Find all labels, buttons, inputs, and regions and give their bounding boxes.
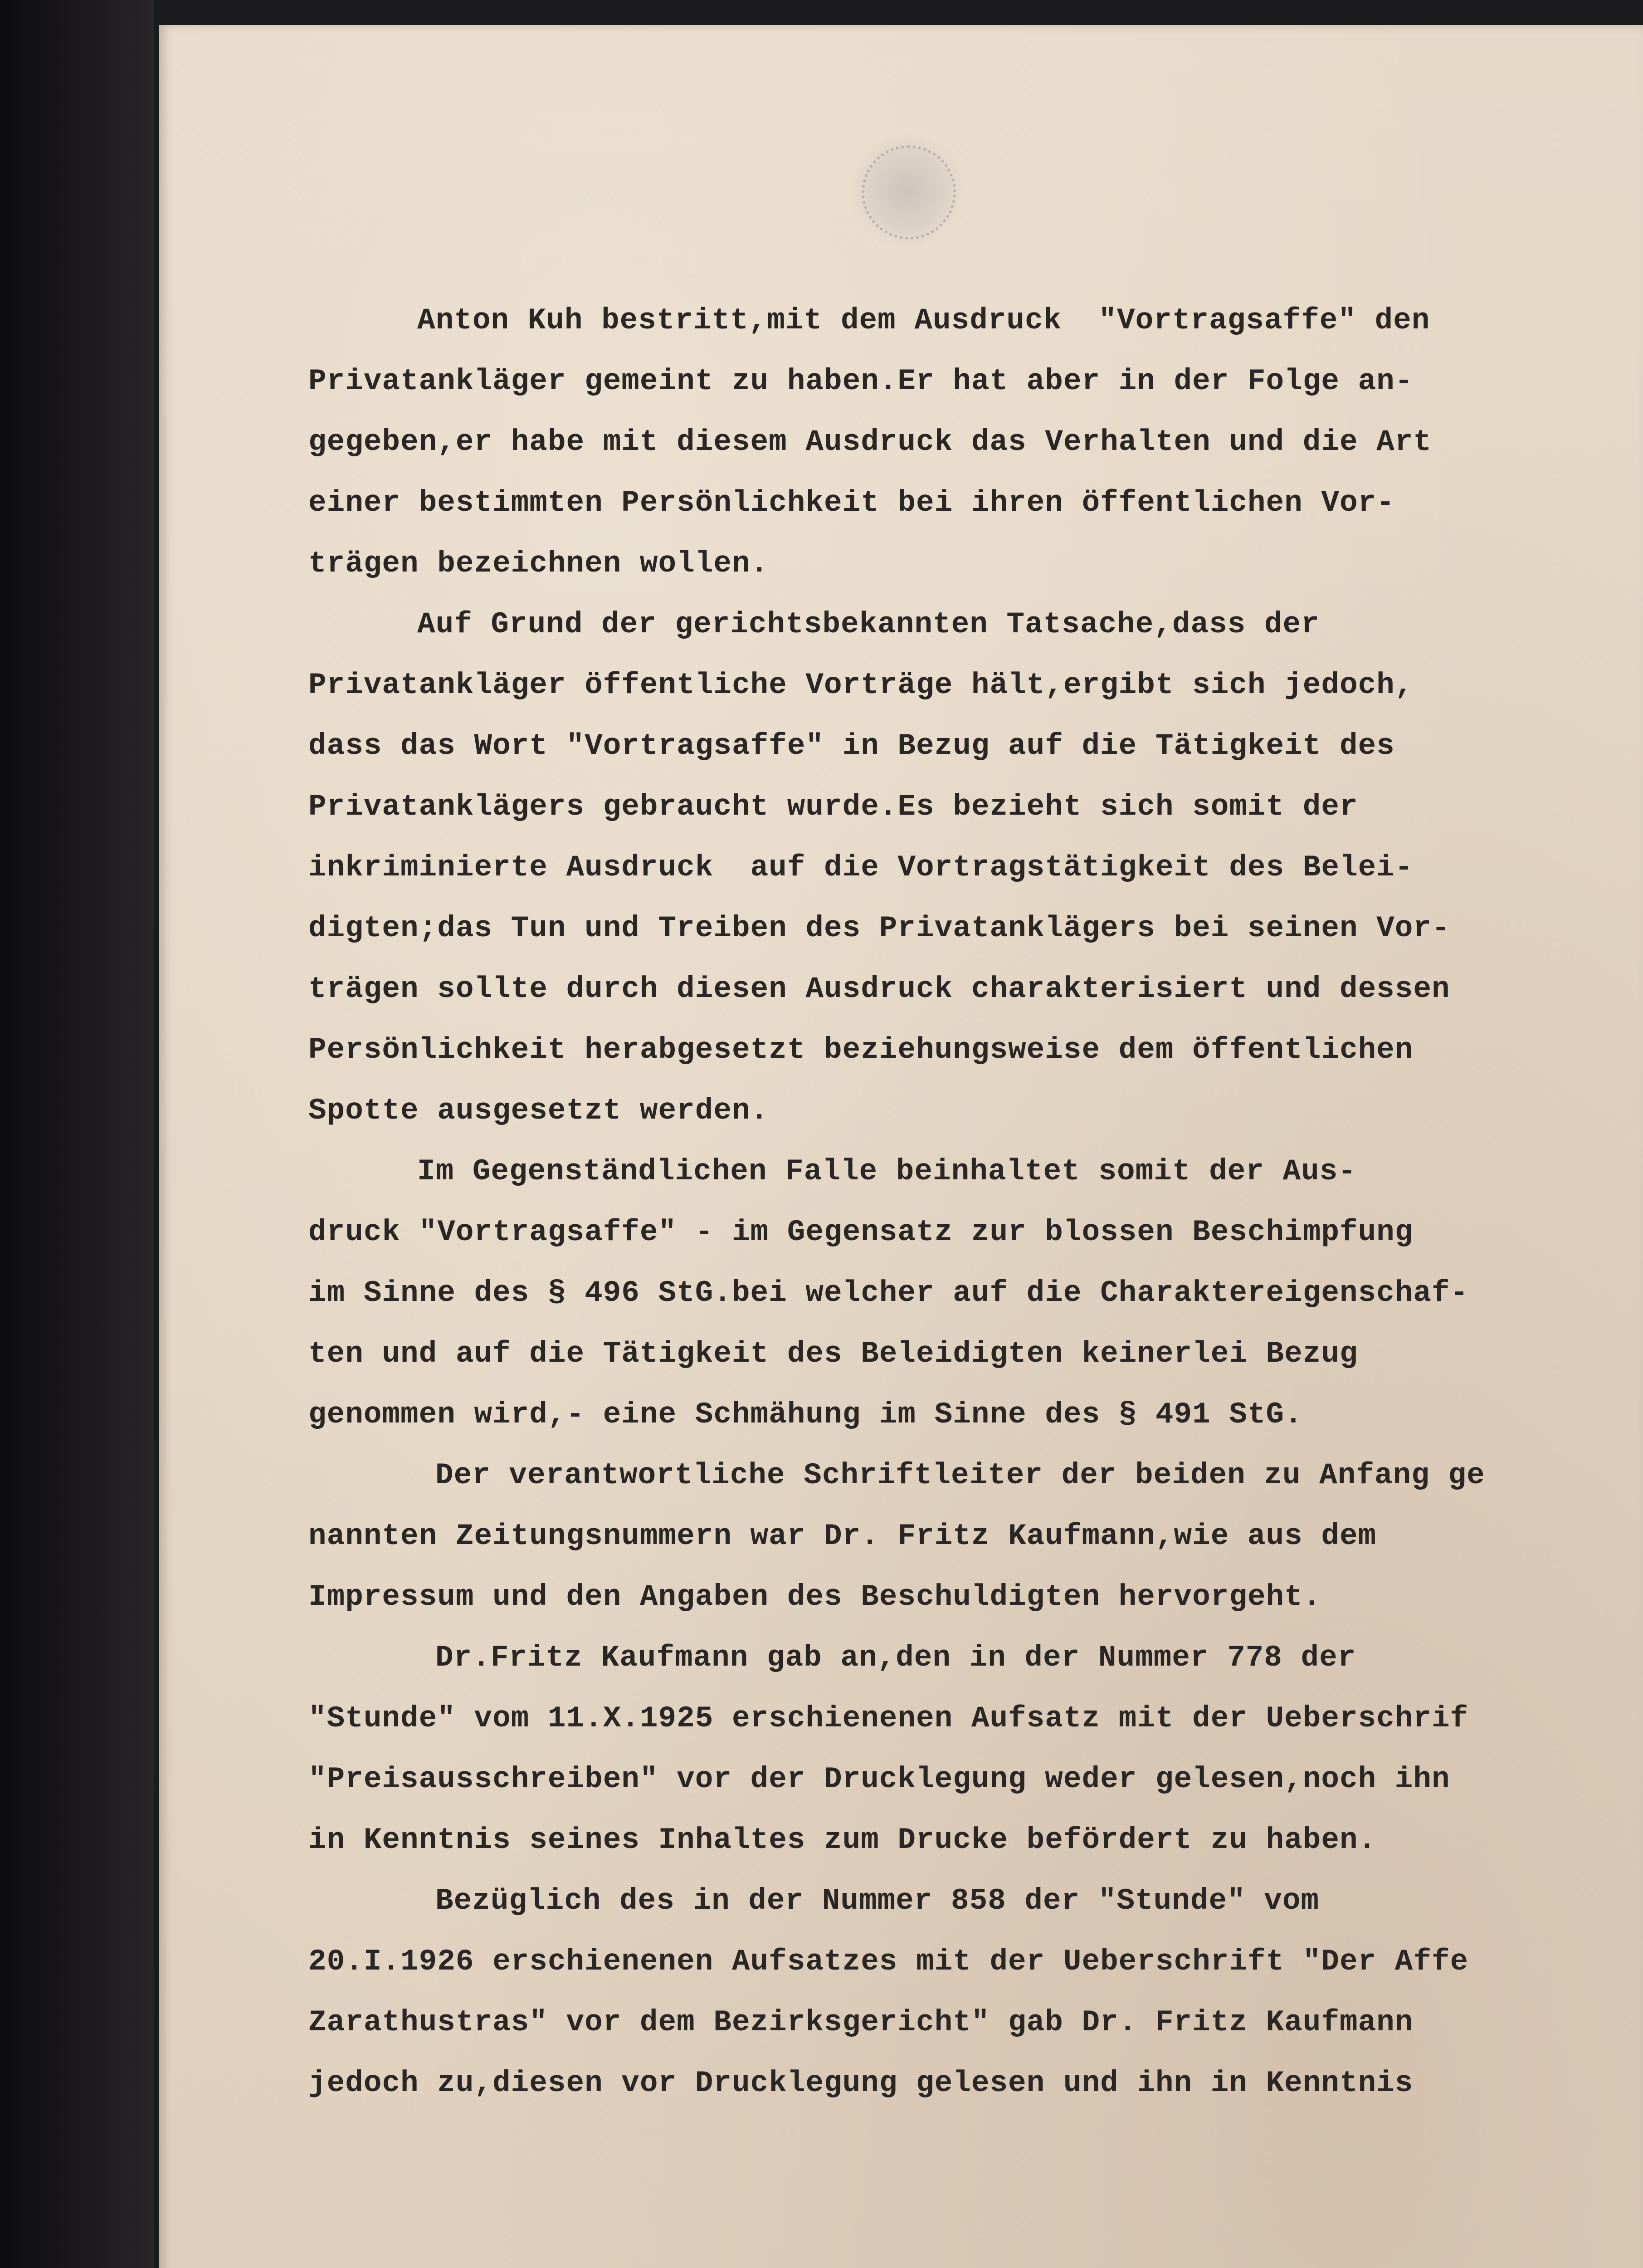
text-line: digten;das Tun und Treiben des Privatanklägers bei seinen Vor-	[308, 911, 1450, 945]
text-line: Auf Grund der gerichtsbekannten Tatsache,dass der	[417, 607, 1320, 641]
text-line: Privatanklägers gebraucht wurde.Es bezieht sich somit der	[308, 790, 1358, 824]
text-line: Der verantwortliche Schriftleiter der beiden zu Anfang ge	[435, 1458, 1485, 1492]
text-line: trägen sollte durch diesen Ausdruck charakterisiert und dessen	[308, 972, 1450, 1006]
scan-background	[0, 0, 154, 2268]
text-line: dass das Wort "Vortragsaffe" in Bezug auf die Tätigkeit des	[308, 729, 1395, 763]
text-line: Persönlichkeit herabgesetzt beziehungsweise dem öffentlichen	[308, 1033, 1414, 1067]
text-line: Privatankläger gemeint zu haben.Er hat aber in der Folge an-	[308, 364, 1414, 398]
text-line: Spotte ausgesetzt werden.	[308, 1094, 769, 1128]
text-line: 20.I.1926 erschienenen Aufsatzes mit der Ueberschrift "Der Affe	[308, 1945, 1469, 1979]
text-line: Impressum und den Angaben des Beschuldigten hervorgeht.	[308, 1580, 1321, 1614]
text-line: gegeben,er habe mit diesem Ausdruck das Verhalten und die Art	[308, 425, 1432, 459]
text-line: nannten Zeitungsnummern war Dr. Fritz Kaufmann,wie aus dem	[308, 1519, 1377, 1553]
text-line: druck "Vortragsaffe" - im Gegensatz zur blossen Beschimpfung	[308, 1215, 1414, 1249]
text-line: jedoch zu,diesen vor Drucklegung gelesen und ihn in Kenntnis	[308, 2066, 1414, 2100]
text-line: Zarathustras" vor dem Bezirksgericht" gab Dr. Fritz Kaufmann	[308, 2005, 1414, 2039]
text-line: trägen bezeichnen wollen.	[308, 547, 769, 581]
text-line: Im Gegenständlichen Falle beinhaltet somit der Aus-	[417, 1154, 1356, 1188]
text-line: "Stunde" vom 11.X.1925 erschienenen Aufsatz mit der Ueberschrif	[308, 1701, 1469, 1735]
stamp-ring	[862, 145, 956, 240]
text-line: Privatankläger öffentliche Vorträge hält,ergibt sich jedoch,	[308, 668, 1414, 702]
text-line: ten und auf die Tätigkeit des Beleidigten keinerlei Bezug	[308, 1337, 1358, 1371]
text-line: Dr.Fritz Kaufmann gab an,den in der Nummer 778 der	[435, 1641, 1356, 1675]
text-line: "Preisausschreiben" vor der Drucklegung weder gelesen,noch ihn	[308, 1762, 1450, 1796]
text-line: in Kenntnis seines Inhaltes zum Drucke befördert zu haben.	[308, 1823, 1377, 1857]
text-line: Anton Kuh bestritt,mit dem Ausdruck "Vortragsaffe" den	[417, 303, 1430, 337]
text-line: einer bestimmten Persönlichkeit bei ihren öffentlichen Vor-	[308, 486, 1395, 520]
text-line: inkriminierte Ausdruck auf die Vortragstätigkeit des Belei-	[308, 850, 1414, 885]
text-line: genommen wird,- eine Schmähung im Sinne des § 491 StG.	[308, 1398, 1303, 1432]
typewritten-text	[308, 290, 1643, 2114]
text-line: Bezüglich des in der Nummer 858 der "Stunde" vom	[435, 1884, 1320, 1918]
official-stamp	[848, 132, 966, 249]
text-line: im Sinne des § 496 StG.bei welcher auf die Charaktereigenschaf-	[308, 1276, 1469, 1310]
